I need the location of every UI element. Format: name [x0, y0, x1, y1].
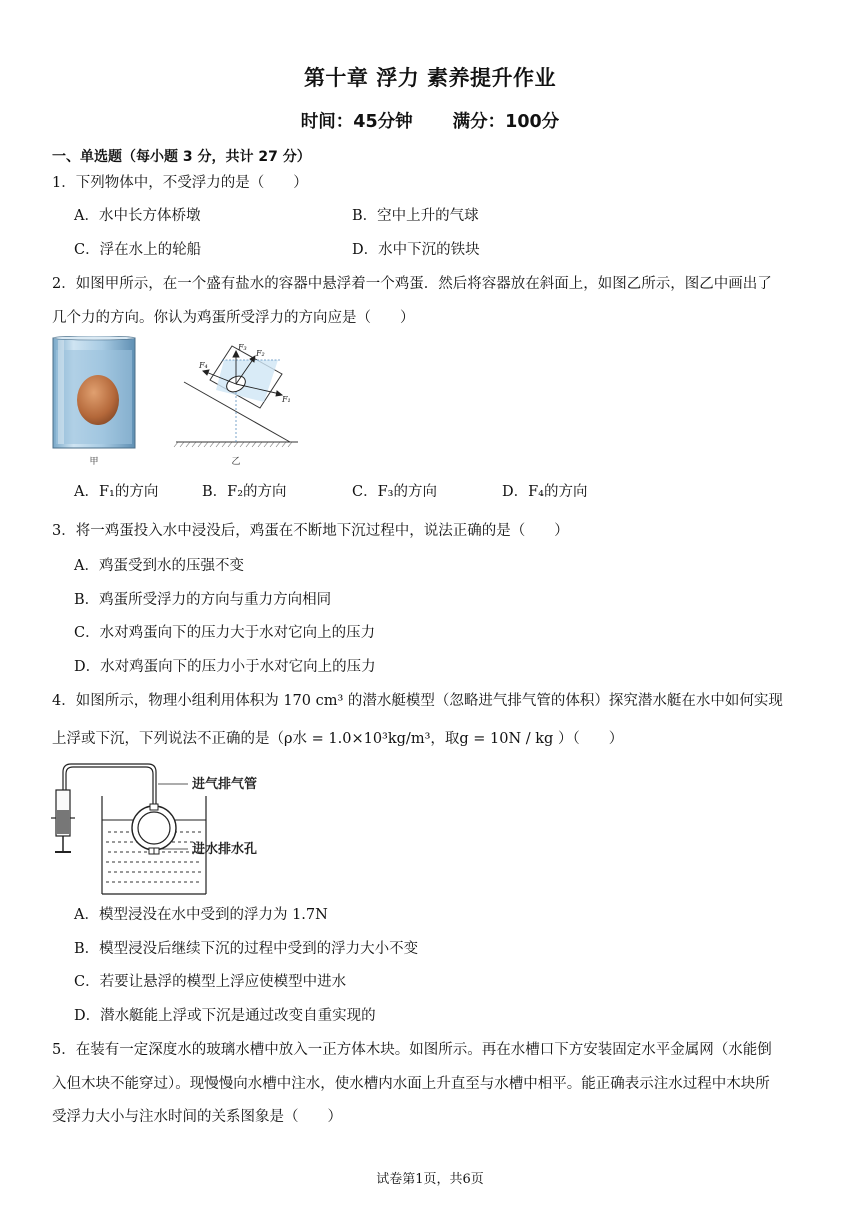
- figure-label-jia: 甲: [89, 457, 99, 467]
- q4-option-b: B．模型浸没后继续下沉的过程中受到的浮力大小不变: [74, 941, 419, 957]
- q1-option-b: B．空中上升的气球: [352, 208, 479, 224]
- force-label-f4: F₄: [199, 361, 208, 370]
- q3-option-d: D．水对鸡蛋向下的压力小于水对它向上的压力: [74, 659, 376, 675]
- q3-option-b: B．鸡蛋所受浮力的方向与重力方向相同: [74, 592, 332, 608]
- question-4-stem-line1: 4．如图所示，物理小组利用体积为 170 cm³ 的潜水艇模型（忽略进气排气管的体积）探究潜水艇在水中如何实现: [52, 693, 783, 709]
- figure-label-yi: 乙: [231, 457, 241, 467]
- q2-option-c: C．F₃的方向: [352, 484, 437, 500]
- section-heading: 一、单选题（每小题 3 分，共计 27 分）: [52, 149, 311, 165]
- question-4-stem-line2: 上浮或下沉，下列说法不正确的是（ρ水 = 1.0×10³kg/m³，取g = 10N / kg ）（ ）: [52, 731, 624, 747]
- page-title: 第十章 浮力 素养提升作业: [303, 66, 557, 90]
- question-2-stem-line1: 2．如图甲所示，在一个盛有盐水的容器中悬浮着一个鸡蛋．然后将容器放在斜面上，如图乙所示，图乙中画出了: [52, 276, 772, 292]
- figure-submarine-model: [48, 760, 288, 900]
- q4-option-c: C．若要让悬浮的模型上浮应使模型中进水: [74, 974, 347, 990]
- page-footer: 试卷第1页，共6页: [376, 1172, 484, 1187]
- question-5-stem-line2: 入但木块不能穿过）。现慢慢向水槽中注水，使水槽内水面上升直至与水槽中相平。能正确表示注水过程中木块所: [52, 1076, 770, 1092]
- q1-option-c: C．浮在水上的轮船: [74, 242, 202, 258]
- force-label-f2: F₂: [256, 349, 265, 358]
- q4-option-a: A．模型浸没在水中受到的浮力为 1.7N: [74, 907, 328, 923]
- q1-option-d: D．水中下沉的铁块: [352, 242, 480, 258]
- label-air-tube: 进气排气管: [192, 777, 258, 792]
- q2-option-b: B．F₂的方向: [202, 484, 287, 500]
- time-limit: 时间：45分钟: [300, 112, 413, 132]
- q2-option-a: A．F₁的方向: [74, 484, 159, 500]
- question-1-stem: 1．下列物体中，不受浮力的是（ ）: [52, 175, 308, 191]
- q3-option-c: C．水对鸡蛋向下的压力大于水对它向上的压力: [74, 625, 376, 641]
- q1-option-a: A．水中长方体桥墩: [74, 208, 201, 224]
- q4-option-d: D．潜水艇能上浮或下沉是通过改变自重实现的: [74, 1008, 376, 1024]
- q2-option-d: D．F₄的方向: [502, 484, 588, 500]
- label-water-hole: 进水排水孔: [192, 842, 258, 857]
- question-2-stem-line2: 几个力的方向。你认为鸡蛋所受浮力的方向应是（ ）: [52, 310, 415, 326]
- force-label-f3: F₃: [238, 343, 247, 352]
- question-5-stem-line1: 5．在装有一定深度水的玻璃水槽中放入一正方体木块。如图所示。再在水槽口下方安装固定水平金属网（水能倒: [52, 1042, 772, 1058]
- figure-slope-forces: [172, 338, 302, 470]
- figure-beaker-egg: [52, 336, 138, 468]
- exam-info: [0, 108, 860, 133]
- full-score: 满分：100分: [452, 112, 560, 132]
- question-3-stem: 3．将一鸡蛋投入水中浸没后，鸡蛋在不断地下沉过程中，说法正确的是（ ）: [52, 523, 569, 539]
- force-label-f1: F₁: [282, 395, 291, 404]
- q3-option-a: A．鸡蛋受到水的压强不变: [74, 558, 244, 574]
- question-5-stem-line3: 受浮力大小与注水时间的关系图象是（ ）: [52, 1109, 342, 1125]
